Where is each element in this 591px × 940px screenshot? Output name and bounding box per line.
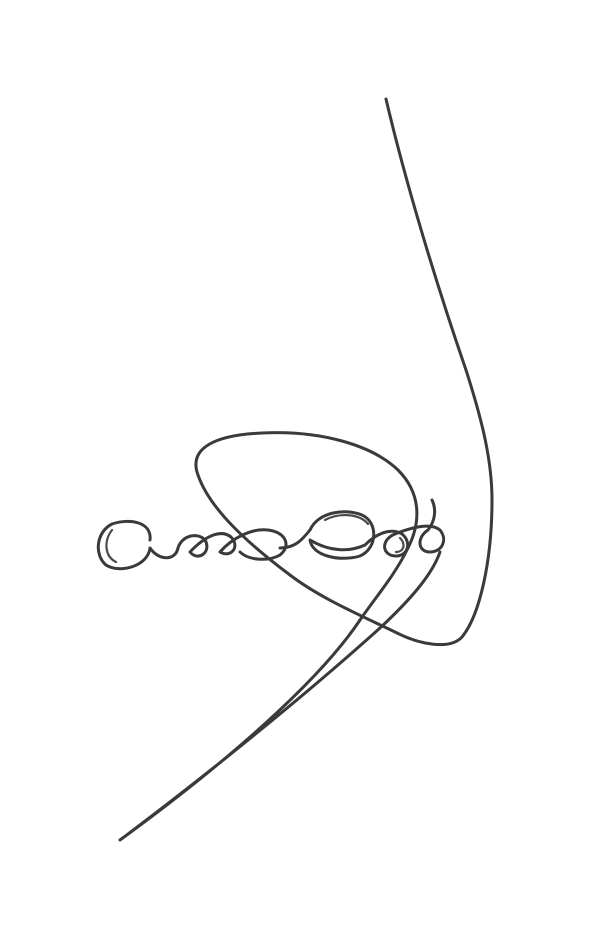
top-long-stroke xyxy=(290,99,492,645)
bottom-tail-stroke xyxy=(120,552,440,840)
large-oval-loop xyxy=(196,433,417,620)
loop-chain-right xyxy=(280,500,444,558)
loop-chain-left xyxy=(98,521,286,568)
